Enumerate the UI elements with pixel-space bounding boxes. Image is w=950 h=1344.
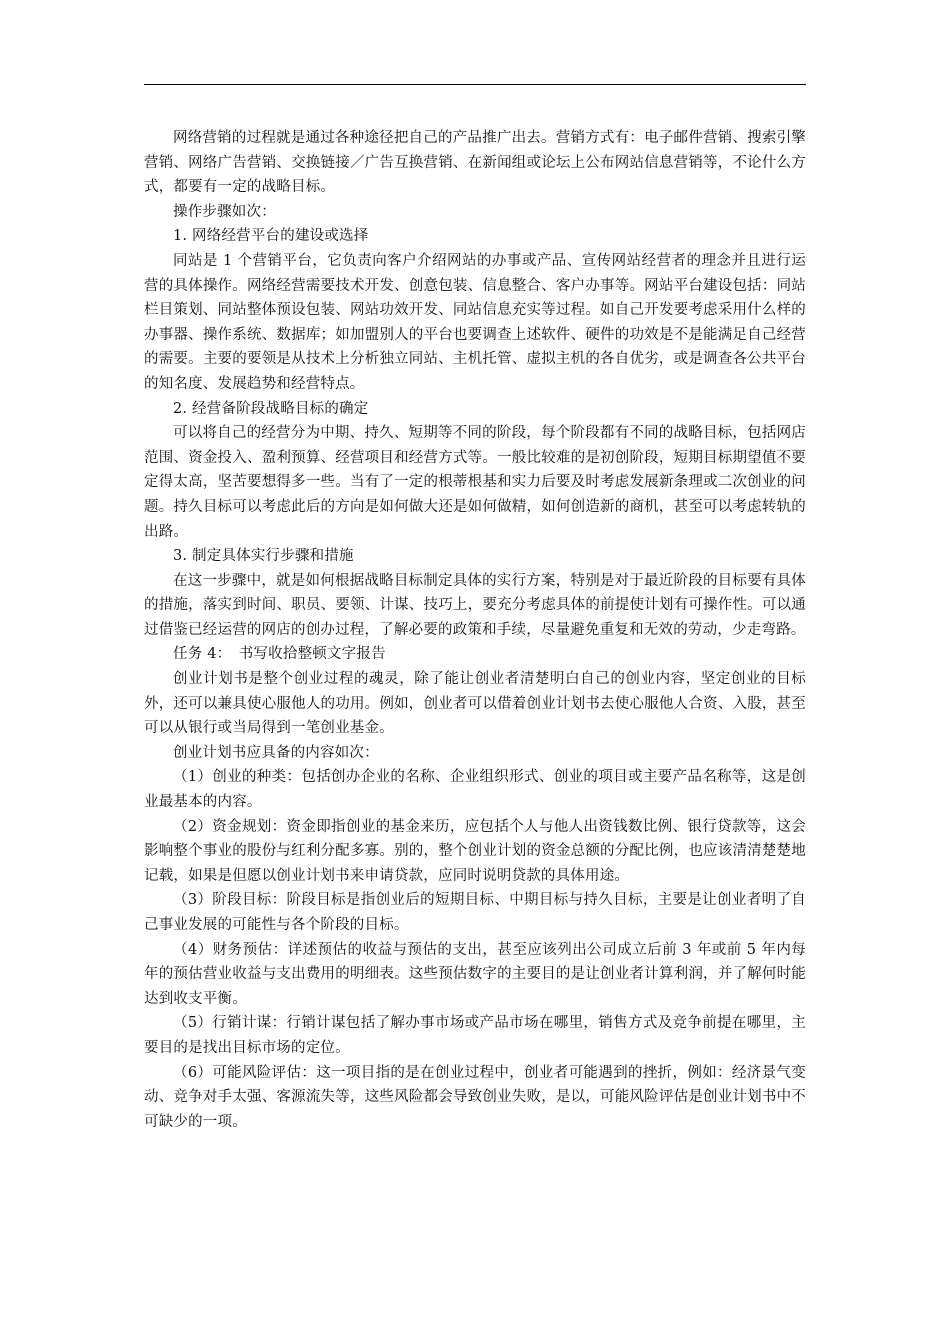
document-body bbox=[144, 126, 806, 1134]
list-item: （4）财务预估：详述预估的收益与预估的支出，甚至应该列出公司成立后前 3 年或前 5 年内每年的预估营业收益与支出费用的明细表。这些预估数字的主要目的是让创业者计算利润，并了解何时能达到收支平衡。 bbox=[144, 941, 806, 1007]
section-heading: 任务 4： 书写收拾整顿文字报告 bbox=[173, 646, 386, 663]
section-heading: 3. 制定具体实行步骤和措施 bbox=[173, 548, 354, 565]
list-item: （6）可能风险评估：这一项目指的是在创业过程中，创业者可能遇到的挫折，例如：经济景气变动、竞争对手太强、客源流失等，这些风险都会导致创业失败，是以，可能风险评估是创业计划书中不可缺少的一项。 bbox=[144, 1064, 806, 1130]
paragraph: 同站是 1 个营销平台，它负责向客户介绍网站的办事或产品、宣传网站经营者的理念并且进行运营的具体操作。网络经营需要技术开发、创意包装、信息整合、客户办事等。网站平台建设包括：同站栏目策划、同站整体预设包装、网站功效开发、同站信息充实等过程。如自己开发要考虑采用什么样的办事器、操作系统、数据库；如加盟别人的平台也要调查上述软件、硬件的功效是不是能满足自己经营的需要。主要的要领是从技术上分析独立同站、主机托管、虚拟主机的各自优劣，或是调查各公共平台的知名度、发展趋势和经营特点。 bbox=[144, 252, 806, 392]
section-heading: 2. 经营备阶段战略目标的确定 bbox=[173, 400, 369, 417]
list-item: （2）资金规划：资金即指创业的基金来历，应包括个人与他人出资钱数比例、银行贷款等，这会影响整个事业的股份与红利分配多寡。别的，整个创业计划的资金总额的分配比例，也应该清清楚楚地记载，如果是但愿以创业计划书来申请贷款，应同时说明贷款的具体用途。 bbox=[144, 818, 806, 884]
paragraph: 创业计划书是整个创业过程的魂灵，除了能让创业者清楚明白自己的创业内容，坚定创业的目标外，还可以兼具使心服他人的功用。例如，创业者可以借着创业计划书去使心服他人合资、入股，甚至可以从银行或当局得到一笔创业基金。 bbox=[144, 671, 806, 737]
paragraph: 操作步骤如次： bbox=[173, 203, 276, 220]
paragraph: 创业计划书应具备的内容如次： bbox=[173, 744, 379, 761]
list-item: （3）阶段目标：阶段目标是指创业后的短期目标、中期目标与持久目标，主要是让创业者明了自己事业发展的可能性与各个阶段的目标。 bbox=[144, 892, 806, 933]
list-item: （5）行销计谋：行销计谋包括了解办事市场或产品市场在哪里，销售方式及竞争前提在哪里，主要目的是找出目标市场的定位。 bbox=[144, 1015, 806, 1056]
paragraph: 在这一步骤中，就是如何根据战略目标制定具体的实行方案，特别是对于最近阶段的目标要有具体的措施，落实到时间、职员、要领、计谋、技巧上，要充分考虑具体的前提使计划有可操作性。可以通过借鉴已经运营的网店的创办过程，了解必要的政策和手续，尽量避免重复和无效的劳动，少走弯路。 bbox=[144, 572, 806, 638]
list-item: （1）创业的种类：包括创办企业的名称、企业组织形式、创业的项目或主要产品名称等，这是创业最基本的内容。 bbox=[144, 769, 806, 811]
paragraph: 网络营销的过程就是通过各种途径把自己的产品推广出去。营销方式有：电子邮件营销、搜索引擎营销、网络广告营销、交换链接／广告互换营销、在新闻组或论坛上公布网站信息营销等，不论什么方式，都要有一定的战略目标。 bbox=[144, 130, 806, 196]
header-rule bbox=[144, 84, 806, 85]
paragraph: 可以将自己的经营分为中期、持久、短期等不同的阶段，每个阶段都有不同的战略目标，包括网店范围、资金投入、盈利预算、经营项目和经营方式等。一般比较难的是初创阶段，短期目标期望值不要定得太高，坚苦要想得多一些。当有了一定的根蒂根基和实力后要及时考虑发展新条理或二次创业的问题。持久目标可以考虑此后的方向是如何做大还是如何做精，如何创造新的商机，甚至可以考虑转轨的出路。 bbox=[144, 425, 806, 540]
section-heading: 1. 网络经营平台的建设或选择 bbox=[173, 228, 369, 245]
